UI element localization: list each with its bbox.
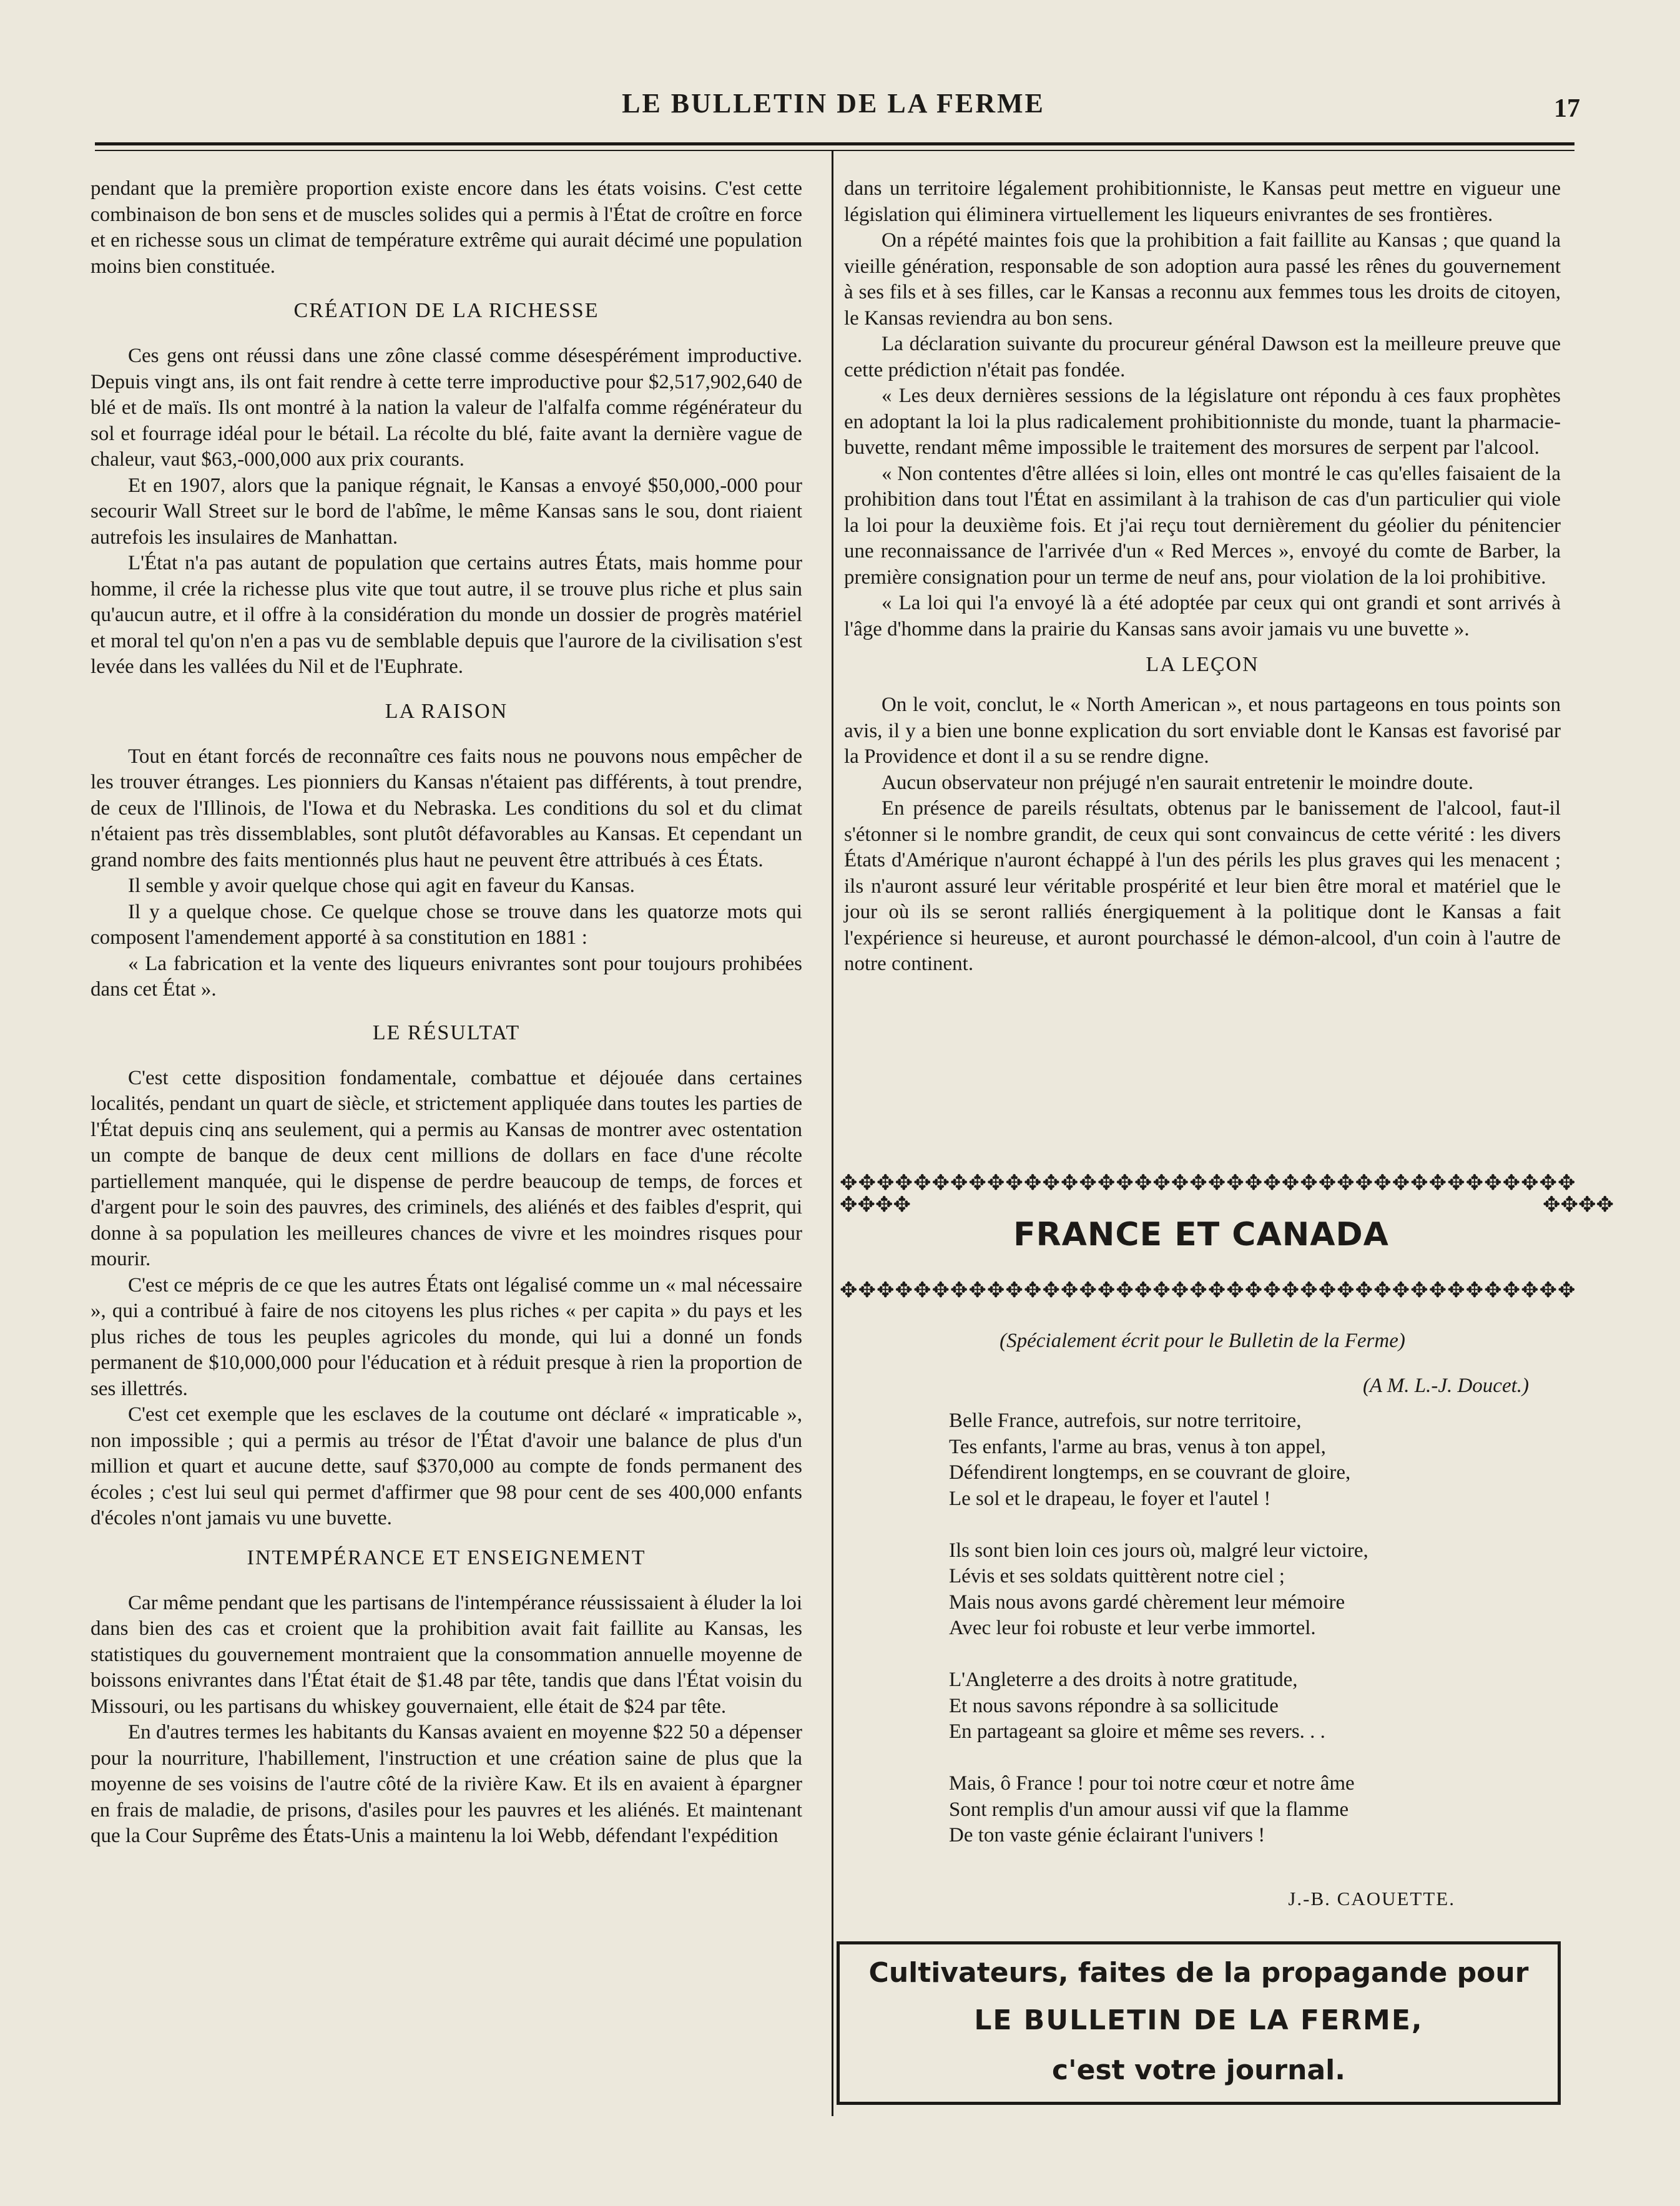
paragraph: Aucun observateur non préjugé n'en saurait entretenir le moindre doute.	[882, 771, 1473, 794]
ornament-border: ✥✥✥✥✥✥✥✥✥✥✥✥✥✥✥✥✥✥✥✥✥✥✥✥✥✥✥✥✥✥✥✥✥✥✥✥✥✥✥✥	[840, 1279, 1576, 1302]
poem-verse: Ils sont bien loin ces jours où, malgré leur victoire,	[949, 1539, 1368, 1562]
promo-line: c'est votre journal.	[1052, 2054, 1345, 2086]
paragraph: L'État n'a pas autant de population que certains autres États, mais homme pour homme, il crée la richesse plus vite que tout autre, il se trouve plus riche et plus sain qu'aucun autre, et il offre à la considération du monde un dossier de progrès matériel et moral tel qu'on n'en a pas vu de semblable depuis que l'aurore de la civilisation s'est levée dans les vallées du Nil et de l'Euphrate.	[91, 552, 802, 678]
section-heading: LA LEÇON	[1146, 653, 1259, 676]
ornament-border: ✥✥✥✥	[1543, 1194, 1614, 1217]
promo-line: Cultivateurs, faites de la propagande pour	[868, 1957, 1529, 1989]
poem-body	[949, 1408, 1542, 1875]
paragraph: On a répété maintes fois que la prohibition a fait faillite au Kansas ; que quand la vieille génération, responsable de son adoption aura passé les rênes du gouvernement à ses fils et à ses filles, car le Kansas a reconnu aux femmes tous les droits de citoyen, le Kansas reviendra au bon sens.	[844, 229, 1561, 330]
header-rule-thin	[95, 150, 1574, 151]
promo-line: LE BULLETIN DE LA FERME,	[974, 2004, 1423, 2036]
poem-verse: L'Angleterre a des droits à notre gratitude,	[949, 1669, 1298, 1691]
paragraph: C'est cet exemple que les esclaves de la coutume ont déclaré « impraticable », non impossible ; qui a permis au trésor de l'État d'avoir une balance de plus d'un million et quart et aucune dette, sauf $370,000 au compte de fonds permanent des écoles ; c'est lui seul qui permet d'affirmer que 98 pour cent de ses 400,000 enfants d'écoles n'ont jamais vu une buvette.	[91, 1403, 802, 1529]
poem-verse: Avec leur foi robuste et leur verbe immortel.	[949, 1617, 1316, 1639]
paragraph: La déclaration suivante du procureur général Dawson est la meilleure preuve que cette prédiction n'était pas fondée.	[844, 333, 1561, 381]
poem-stanza	[949, 1667, 1542, 1745]
paragraph: Car même pendant que les partisans de l'intempérance réussissaient à éluder la loi dans bien des cas et croient que la prohibition avait fait faillite au Kansas, les statistiques du gouvernement montraient que la consommation annuelle moyenne de boissons enivrantes dans l'État était de $1.48 par tête, tandis que dans l'État voisin du Missouri, ou les partisans du whiskey gouvernaient, elle était de $24 par tête.	[91, 1591, 802, 1718]
poem-verse: Et nous savons répondre à sa sollicitude	[949, 1694, 1279, 1717]
page-header-title: LE BULLETIN DE LA FERME	[622, 88, 1045, 119]
header-rule	[95, 142, 1574, 145]
paragraph: pendant que la première proportion existe encore dans les états voisins. C'est cette combinaison de bon sens et de muscles solides qui a permis à l'État de croître en force et en richesse sous un climat de température extrême qui aurait décimé une population moins bien constituée.	[91, 177, 802, 278]
poem-verse: Mais, ô France ! pour toi notre cœur et notre âme	[949, 1772, 1355, 1795]
section-heading: LE RÉSULTAT	[372, 1021, 521, 1044]
poem-verse: De ton vaste génie éclairant l'univers !	[949, 1824, 1265, 1846]
poem-verse: Le sol et le drapeau, le foyer et l'autel !	[949, 1487, 1271, 1510]
paragraph: dans un territoire légalement prohibitionniste, le Kansas peut mettre en vigueur une législation qui éliminera virtuellement les liqueurs enivrantes de ses frontières.	[844, 177, 1561, 226]
column-divider	[832, 150, 833, 2116]
left-column	[91, 176, 802, 1850]
ornament-border: ✥✥✥✥✥✥✥✥✥✥✥✥✥✥✥✥✥✥✥✥✥✥✥✥✥✥✥✥✥✥✥✥✥✥✥✥✥✥✥✥	[840, 1172, 1576, 1195]
page-number: 17	[1554, 94, 1580, 123]
paragraph: « Les deux dernières sessions de la législature ont répondu à ces faux prophètes en adoptant la loi la plus radicalement prohibitionniste du monde, tuant la pharmacie-buvette, rendant même impossible le traitement des morsures de serpent par l'alcool.	[844, 385, 1561, 459]
poem-verse: En partageant sa gloire et même ses revers. . .	[949, 1720, 1325, 1743]
poem-verse: Défendirent longtemps, en se couvrant de gloire,	[949, 1461, 1351, 1484]
paragraph: Il y a quelque chose. Ce quelque chose se trouve dans les quatorze mots qui composent l'amendement apporté à sa constitution en 1881 :	[91, 900, 802, 949]
paragraph: « La fabrication et la vente des liqueurs enivrantes sont pour toujours prohibées dans cet État ».	[91, 952, 802, 1001]
poem-stanza	[949, 1538, 1542, 1642]
poem-verse: Tes enfants, l'arme au bras, venus à ton appel,	[949, 1435, 1326, 1458]
section-heading: INTEMPÉRANCE ET ENSEIGNEMENT	[247, 1546, 646, 1569]
poem-stanza	[949, 1408, 1542, 1512]
section-heading: CRÉATION DE LA RICHESSE	[293, 299, 599, 322]
poem-verse: Lévis et ses soldats quittèrent notre ciel ;	[949, 1565, 1285, 1587]
paragraph: En présence de pareils résultats, obtenus par le banissement de l'alcool, faut-il s'étonner si le nombre grandit, de ceux qui sont convaincus de cette vérité : les divers États d'Amérique n'auront échappé à l'un des périls les plus graves qui les menacent ; ils n'auront assuré leur véritable prospérité et leur bien être moral et matériel que le jour où ils se seront ralliés énergiquement à la politique dont le Kansas a fait l'expérience si heureuse, et auront pourchassé le démon-alcool, d'un coin à l'autre de notre continent.	[844, 797, 1561, 975]
poem-verse: Mais nous avons gardé chèrement leur mémoire	[949, 1591, 1345, 1614]
poem-stanza	[949, 1771, 1542, 1849]
paragraph: Ces gens ont réussi dans une zône classé comme désespérément improductive. Depuis vingt ans, ils ont fait rendre à cette terre improductive pour $2,517,902,640 de blé et de maïs. Ils ont montré à la nation la valeur de l'alfalfa comme régénérateur du sol et fourrage idéal pour le bétail. La récolte du blé, faite avant la dernière vague de chaleur, vaut $63,-000,000 aux prix courants.	[91, 345, 802, 471]
paragraph: Tout en étant forcés de reconnaître ces faits nous ne pouvons nous empêcher de les trouver étranges. Les pionniers du Kansas n'étaient pas différents, à tout prendre, de ceux de l'Illinois, de l'Iowa et du Nebraska. Les conditions du sol et du climat n'étaient pas très dissemblables, sont plutôt défavorables au Kansas. Et cependant un grand nombre des faits mentionnés plus haut ne peuvent être attribués à ces États.	[91, 745, 802, 871]
poem-title-banner	[840, 1172, 1614, 1303]
ornament-border: ✥✥✥✥	[840, 1194, 911, 1217]
poem-verse: Belle France, autrefois, sur notre territoire,	[949, 1409, 1302, 1432]
poem-subtitle: (Spécialement écrit pour le Bulletin de la Ferme)	[1000, 1330, 1405, 1352]
poem-dedication: (A M. L.-J. Doucet.)	[1362, 1375, 1529, 1397]
paragraph: On le voit, conclut, le « North American », et nous partageons en tous points son avis, il y a bien une bonne explication du sort enviable dont le Kansas est favorisé par la Providence et dont il a su se rendre digne.	[844, 694, 1561, 768]
paragraph: En d'autres termes les habitants du Kansas avaient en moyenne $22 50 a dépenser pour la nourriture, l'habillement, l'instruction et une création saine de plus que la moyenne de ses voisins de l'autre côté de la rivière Kaw. Et ils en avaient à épargner en frais de maladie, de prisons, d'asiles pour les pauvres et les aliénés. Et maintenant que la Cour Suprême des États-Unis a maintenu la loi Webb, défendant l'expédition	[91, 1721, 802, 1847]
paragraph: Il semble y avoir quelque chose qui agit en faveur du Kansas.	[128, 875, 635, 897]
paragraph: C'est ce mépris de ce que les autres États ont légalisé comme un « mal nécessaire », qui a contribué à faire de nos citoyens les plus riches « per capita » du pays et les plus riches de tous les peuples agricoles du monde, qui lui a donné un fonds permanent de $10,000,000 pour l'éducation et à réduit presque à rien la proportion de ses illettrés.	[91, 1273, 802, 1400]
paragraph: C'est cette disposition fondamentale, combattue et déjouée dans certaines localités, pendant un quart de siècle, et strictement appliquée dans toutes les parties de l'État depuis cinq ans seulement, qui a permis au Kansas de montrer avec ostentation un compte de banque de deux cent millions de dollars en face d'une récolte partiellement manquée, qui le dispense de perdre beaucoup de temps, de forces et d'argent pour le soin des pauvres, des criminels, des aliénés et des faibles d'esprit, qui donne à sa population les meilleures chances de vivre et les moindres risques pour mourir.	[91, 1066, 802, 1270]
promo-box	[837, 1941, 1561, 2105]
poem-verse: Sont remplis d'un amour aussi vif que la flamme	[949, 1798, 1349, 1821]
poem-title: FRANCE ET CANADA	[1013, 1216, 1389, 1253]
paragraph: « La loi qui l'a envoyé là a été adoptée par ceux qui ont grandi et sont arrivés à l'âge d'homme dans la prairie du Kansas sans avoir jamais vu une buvette ».	[844, 592, 1561, 640]
right-column	[844, 176, 1561, 978]
section-heading: LA RAISON	[385, 699, 508, 723]
poem-signature: J.-B. CAOUETTE.	[1288, 1888, 1455, 1909]
paragraph: « Non contentes d'être allées si loin, elles ont montré le cas qu'elles faisaient de la prohibition dans tout l'État en assimilant à la trahison de cas d'un particulier qui viole la loi pour la deuxième fois. Et j'ai reçu tout dernièrement du géolier du pénitencier une reconnaissance de l'arrivée d'un « Red Merces », envoyé du comte de Barber, la première consignation pour un terme de neuf ans, pour violation de la loi prohibitive.	[844, 462, 1561, 589]
paragraph: Et en 1907, alors que la panique régnait, le Kansas a envoyé $50,000,-000 pour secourir Wall Street sur le bord de l'abîme, le même Kansas sans le sou, dont riaient autrefois les insulaires de Manhattan.	[91, 474, 802, 549]
